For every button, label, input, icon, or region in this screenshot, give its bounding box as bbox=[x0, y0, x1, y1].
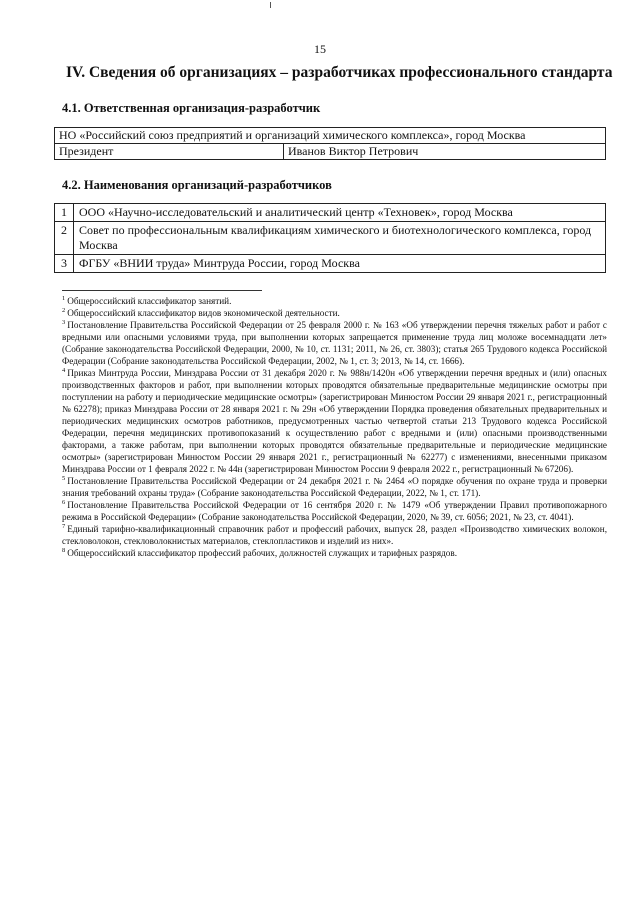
footnote bbox=[62, 307, 607, 319]
responsible-person-row bbox=[55, 144, 606, 160]
responsible-org-table bbox=[54, 127, 606, 160]
footnote bbox=[62, 547, 607, 559]
footnote bbox=[62, 367, 607, 475]
footnote-mark: 1 bbox=[62, 294, 66, 302]
footnote bbox=[62, 523, 607, 547]
footnote-text: Общероссийский классификатор профессий рабочих, должностей служащих и тарифных разрядов. bbox=[67, 548, 458, 558]
footnote-mark: 6 bbox=[62, 498, 66, 506]
developer-org-name: Совет по профессиональным квалификациям химического и биотехнологического комплекса, город Москва bbox=[74, 222, 606, 255]
footnote-mark: 3 bbox=[62, 318, 66, 326]
responsible-org-row bbox=[55, 128, 606, 144]
developer-org-name: ООО «Научно-исследовательский и аналитический центр «Техновек», город Москва bbox=[74, 204, 606, 222]
footnote-text: Постановление Правительства Российской Федерации от 25 февраля 2000 г. № 163 «Об утверждении перечня тяжелых работ и работ с вредными или опасными условиями труда, при выполнении которых запрещается применение труда лиц моложе восемнадцати лет» (Собрание законодательства Российской Федерации, 2000, № 10, ст. 1131; 2011, № 26, ст. 3803); статья 265 Трудового кодекса Российской Федерации (Собрание законодательства Российской Федерации, 2002, № 1, ст. 3; 2013, № 14, ст. 1666). bbox=[62, 320, 607, 366]
footnote-text: Постановление Правительства Российской Федерации от 24 декабря 2021 г. № 2464 «О порядке обучения по охране труда и проверки знания требований охраны труда» (Собрание законодательства Российской Федерации, 2022, № 1, ст. 171). bbox=[62, 476, 607, 498]
footnote-separator bbox=[62, 290, 262, 291]
footnotes bbox=[62, 295, 607, 559]
table-row bbox=[55, 222, 606, 255]
footnote-text: Общероссийский классификатор занятий. bbox=[67, 296, 232, 306]
row-number: 1 bbox=[55, 204, 74, 222]
page-number: 15 bbox=[314, 42, 326, 56]
responsible-position: Президент bbox=[55, 144, 284, 160]
developer-orgs-table bbox=[54, 203, 606, 273]
footnote bbox=[62, 295, 607, 307]
developer-orgs-heading: 4.2. Наименования организаций-разработчиков bbox=[62, 178, 332, 192]
footnote-mark: 4 bbox=[62, 366, 66, 374]
footnote-mark: 7 bbox=[62, 522, 66, 530]
responsible-org-name: НО «Российский союз предприятий и организаций химического комплекса», город Москва bbox=[55, 128, 606, 144]
footnote-text: Приказ Минтруда России, Минздрава России от 31 декабря 2020 г. № 988н/1420н «Об утверждении перечня вредных и (или) опасных производственных факторов и работ, при выполнении которых проводятся обязательные предварительные медицинские осмотры при поступлении на работу и периодические медицинские осмотры» (зарегистрирован Минюстом России 29 января 2021 г., регистрационный № 62278); приказ Минздрава России от 28 января 2021 г. № 29н «Об утверждении Порядка проведения обязательных предварительных и периодических медицинских осмотров работников, предусмотренных частью четвертой статьи 213 Трудового кодекса Российской Федерации, перечня медицинских противопоказаний к осуществлению работ с вредными и (или) опасными производственными факторами, а также работам, при выполнении которых проводятся обязательные предварительные и периодические медицинские осмотры» (зарегистрирован Минюстом России 29 января 2021 г., регистрационный № 62277) с изменениями, внесенными приказом Минздрава России от 1 февраля 2022 г. № 44н (зарегистрирован Минюстом России 9 февраля 2022 г., регистрационный № 67206). bbox=[62, 368, 607, 474]
section-title: IV. Сведения об организациях – разработчиках профессионального стандарта bbox=[66, 64, 613, 81]
footnote-text: Постановление Правительства Российской Федерации от 16 сентября 2020 г. № 1479 «Об утверждении Правил противопожарного режима в Российской Федерации» (Собрание законодательства Российской Федерации, 2020, № 39, ст. 6056; 2021, № 23, ст. 4041). bbox=[62, 500, 607, 522]
footnote-mark: 5 bbox=[62, 474, 66, 482]
responsible-person-name: Иванов Виктор Петрович bbox=[284, 144, 606, 160]
scan-mark bbox=[270, 2, 273, 8]
footnote bbox=[62, 499, 607, 523]
footnote-mark: 2 bbox=[62, 306, 66, 314]
row-number: 3 bbox=[55, 255, 74, 273]
developer-org-name: ФГБУ «ВНИИ труда» Минтруда России, город Москва bbox=[74, 255, 606, 273]
footnote-text: Общероссийский классификатор видов экономической деятельности. bbox=[67, 308, 340, 318]
table-row bbox=[55, 204, 606, 222]
footnote-text: Единый тарифно-квалификационный справочник работ и профессий рабочих, выпуск 28, раздел «Производство химических волокон, стекловолокон, стекловолокнистых материалов, стеклопластиков и изделий из них». bbox=[62, 524, 607, 546]
footnote bbox=[62, 475, 607, 499]
footnote-mark: 8 bbox=[62, 546, 66, 554]
footnote bbox=[62, 319, 607, 367]
table-row bbox=[55, 255, 606, 273]
responsible-org-heading: 4.1. Ответственная организация-разработчик bbox=[62, 101, 321, 115]
row-number: 2 bbox=[55, 222, 74, 255]
